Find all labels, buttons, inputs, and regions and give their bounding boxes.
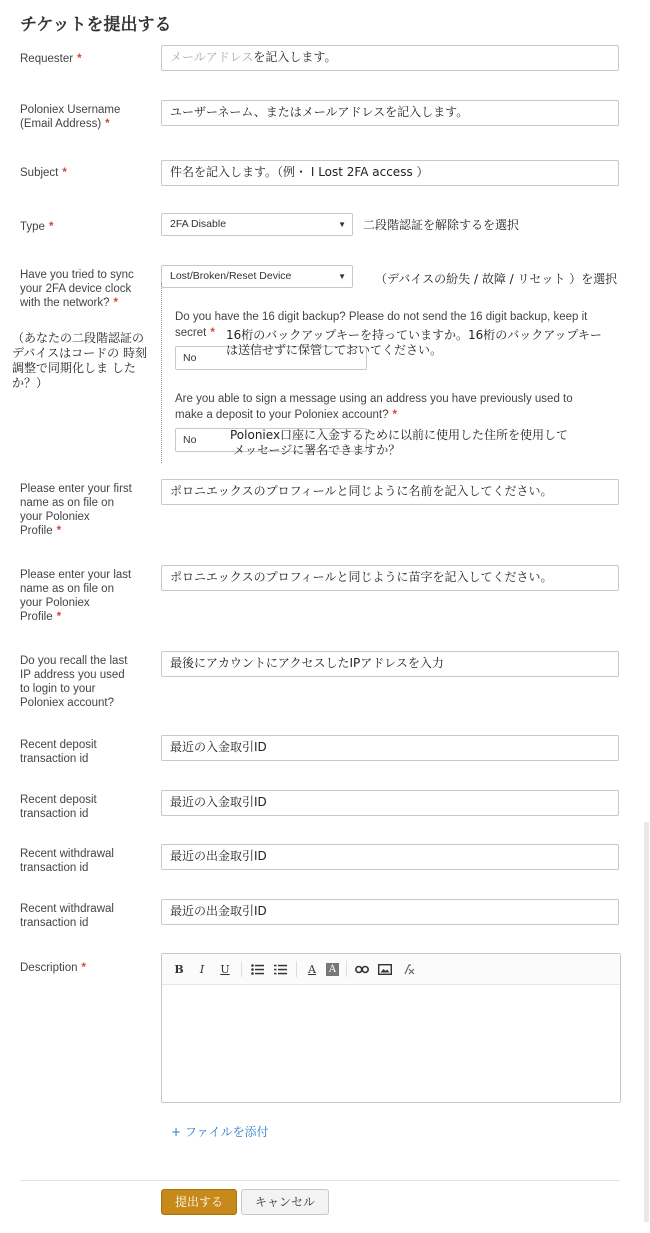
toolbar-separator [296,961,297,977]
sign-question: Are you able to sign a message using an address you have previously used to make a deposit to your Poloniex account? * [175,393,573,421]
subject-input[interactable]: 件名を記入します。（例・ I Lost 2FA access ） [161,160,619,186]
requester-input[interactable] [161,45,619,71]
deposit2-label: Recent deposit transaction id [20,794,97,820]
editor-toolbar [162,954,620,985]
italic-button[interactable]: I [199,962,205,976]
image-icon[interactable] [376,960,394,978]
sync-jp-note: （あなたの二段階認証の デバイスはコードの 時刻調整で同期化しま したか？） [12,331,147,390]
backup-question: Do you have the 16 digit backup? Please do not send the 16 digit backup, keep it secret * [175,311,588,339]
withdrawal1-label: Recent withdrawal transaction id [20,848,114,874]
ip-label: Do you recall the last IP address you used to login to your Poloniex account? [20,655,128,709]
backup-select[interactable]: No [175,346,367,370]
sync-select[interactable]: Lost/Broken/Reset Device ▼ [161,265,353,288]
chevron-down-icon: ▼ [338,272,346,281]
scrollbar[interactable] [644,822,649,1222]
toolbar-separator [346,961,347,977]
sync-label: Have you tried to sync your 2FA device clock with the network? * [20,269,134,309]
submit-button[interactable]: 提出する [161,1189,237,1215]
requester-placeholder: メールアドレス [170,50,254,64]
username-label: Poloniex Username (Email Address) * [20,104,121,130]
withdrawal2-label: Recent withdrawal transaction id [20,903,114,929]
requester-value: を記入します。 [253,50,337,64]
ip-input[interactable]: 最後にアカウントにアクセスしたIPアドレスを入力 [161,651,619,677]
type-select[interactable]: 2FA Disable ▼ [161,213,353,236]
withdrawal1-input[interactable]: 最近の出金取引ID [161,844,619,870]
page-title: チケットを提出する [20,15,172,35]
bulleted-list-icon[interactable] [248,960,266,978]
conditional-divider [161,283,162,463]
first-name-input[interactable]: ポロニエックスのプロフィールと同じように名前を記入してください。 [161,479,619,505]
last-name-input[interactable]: ポロニエックスのプロフィールと同じように苗字を記入してください。 [161,565,619,591]
chevron-down-icon: ▼ [338,220,346,229]
subject-label: Subject * [20,167,67,179]
type-note: 二段階認証を解除するを選択 [363,218,520,232]
sign-select[interactable]: No [175,428,367,452]
attach-file-link[interactable]: + ファイルを添付 [171,1125,269,1139]
toolbar-separator [241,961,242,977]
bold-button[interactable]: B [174,962,184,976]
last-name-label: Please enter your last name as on file on your Poloniex Profile * [20,569,132,623]
underline-button[interactable]: U [220,962,230,976]
cancel-button[interactable]: キャンセル [241,1189,329,1215]
deposit1-input[interactable]: 最近の入金取引ID [161,735,619,761]
username-input[interactable]: ユーザーネーム、またはメールアドレスを記入します。 [161,100,619,126]
numbered-list-icon[interactable] [271,960,289,978]
deposit1-label: Recent deposit transaction id [20,739,97,765]
clear-format-icon[interactable] [399,960,417,978]
text-color-button[interactable]: A [308,962,316,976]
backup-note: 16桁のバックアップキーを持っていますか。16桁のバックアップキー は送信せずに保管しておいてください。 [226,328,602,357]
link-icon[interactable] [353,960,371,978]
requester-label: Requester * [20,53,82,65]
bg-color-button[interactable]: A [326,963,339,976]
description-label: Description * [20,962,87,974]
footer-divider [20,1180,620,1181]
description-editor[interactable] [161,953,621,1103]
type-label: Type * [20,221,54,233]
sync-note: （デバイスの紛失 / 故障 / リセット ）を選択 [375,272,618,286]
first-name-label: Please enter your first name as on file on your Poloniex Profile * [20,483,132,537]
withdrawal2-input[interactable]: 最近の出金取引ID [161,899,619,925]
deposit2-input[interactable]: 最近の入金取引ID [161,790,619,816]
sign-note: Poloniex口座に入金するために以前に使用した住所を使用して メッセージに署名できますか？ [230,428,569,457]
